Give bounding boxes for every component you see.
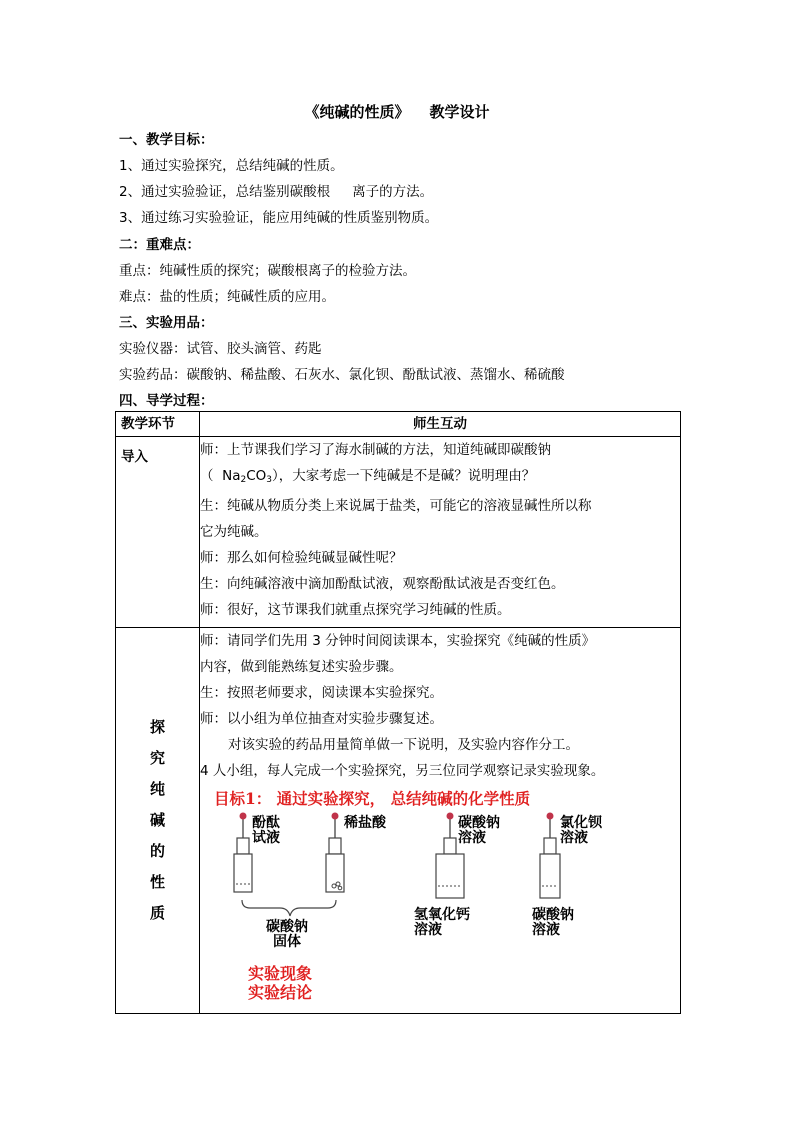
process-heading: 四、导学过程： (119, 393, 214, 409)
materials-heading: 三、实验用品： (119, 315, 214, 331)
dialog-line: 生：向纯碱溶液中滴加酚酞试液，观察酚酞试液是否变红色。 (200, 576, 565, 592)
experiment-figure (210, 784, 680, 1002)
dialog-line: 它为纯碱。 (200, 524, 268, 540)
label-phenomena: 实验现象 实验结论 (248, 964, 313, 1002)
dialog-line-formula: （ $Na_2CO_3$），大家考虑一下纯碱是不是碱？说明理由？ (200, 468, 536, 485)
label-caoh2: 氢氧化钙 溶液 (414, 907, 470, 938)
group-brace (242, 900, 336, 916)
stage-cell: 导入 (116, 437, 200, 628)
title-sub: 教学设计 (429, 103, 490, 121)
test-tube-phenolphthalein (234, 813, 252, 893)
label-na2co3-solid: 碳酸钠 固体 (266, 919, 308, 950)
title-main: 《纯碱的性质》 (304, 103, 410, 121)
difficulty-heading: 二：重难点： (119, 237, 200, 253)
label-na2co3-solution-2: 碳酸钠 溶液 (532, 907, 574, 938)
dialog-line: 对该实验的药品用量简单做一下说明，及实验内容作分工。 (228, 737, 579, 753)
interaction-cell (200, 437, 681, 628)
dialog-line: 师：以小组为单位抽查对实验步骤复述。 (200, 711, 443, 727)
table-header-row (116, 412, 681, 437)
dialog-line: 师：请同学们先用 3 分钟时间阅读课本，实验探究《纯碱的性质》 (200, 633, 596, 649)
difficult-point: 难点：盐的性质；纯碱性质的应用。 (119, 289, 335, 305)
goal-item (119, 180, 433, 200)
test-tube-hcl (326, 813, 344, 893)
goal-item-text: 2、通过实验验证，总结鉴别碳酸根 (119, 184, 331, 200)
key-point: 重点：纯碱性质的探究；碳酸根离子的检验方法。 (119, 263, 416, 279)
goal-item: 3、通过练习实验验证，能应用纯碱的性质鉴别物质。 (119, 210, 439, 226)
dialog-line: 师：那么如何检验纯碱显碱性呢？ (200, 550, 403, 566)
dialog-line: 4 人小组，每人完成一个实验探究，另三位同学观察记录实验现象。 (200, 763, 605, 779)
page-title (0, 101, 794, 122)
table-row (116, 437, 681, 628)
dialog-line: 师：上节课我们学习了海水制碱的方法，知道纯碱即碳酸钠 (200, 442, 551, 458)
stage-cell-vertical: 探 究 纯 碱 的 性 质 (116, 628, 200, 1014)
label-na2co3-solution: 碳酸钠 溶液 (458, 815, 500, 846)
label-hcl: 稀盐酸 (344, 815, 386, 831)
table-row (116, 628, 681, 1014)
reagents: 实验药品：碳酸钠、稀盐酸、石灰水、氯化钡、酚酞试液、蒸馏水、稀硫酸 (119, 367, 565, 383)
goal-item: 1、通过实验探究，总结纯碱的性质。 (119, 158, 344, 174)
goal-item-tail: 离子的方法。 (352, 184, 434, 200)
header-interaction: 师生互动 (200, 412, 681, 437)
instruments: 实验仪器：试管、胶头滴管、药匙 (119, 341, 322, 357)
goals-heading: 一、教学目标： (119, 132, 214, 148)
header-stage: 教学环节 (116, 412, 200, 437)
dialog-line: 生：按照老师要求，阅读课本实验探究。 (200, 685, 443, 701)
process-table (115, 411, 681, 1014)
interaction-cell (200, 628, 681, 1014)
label-bacl2: 氯化钡 溶液 (560, 815, 602, 846)
dialog-line: 内容，做到能熟练复述实验步骤。 (200, 659, 403, 675)
label-phenolphthalein: 酚酞 试液 (252, 815, 280, 846)
test-tube-bacl2 (540, 813, 560, 899)
dialog-line: 师：很好，这节课我们就重点探究学习纯碱的性质。 (200, 602, 511, 618)
figure-title: 目标1： 通过实验探究， 总结纯碱的化学性质 (214, 789, 531, 808)
dialog-line: 生：纯碱从物质分类上来说属于盐类，可能它的溶液显碱性所以称 (200, 498, 592, 514)
